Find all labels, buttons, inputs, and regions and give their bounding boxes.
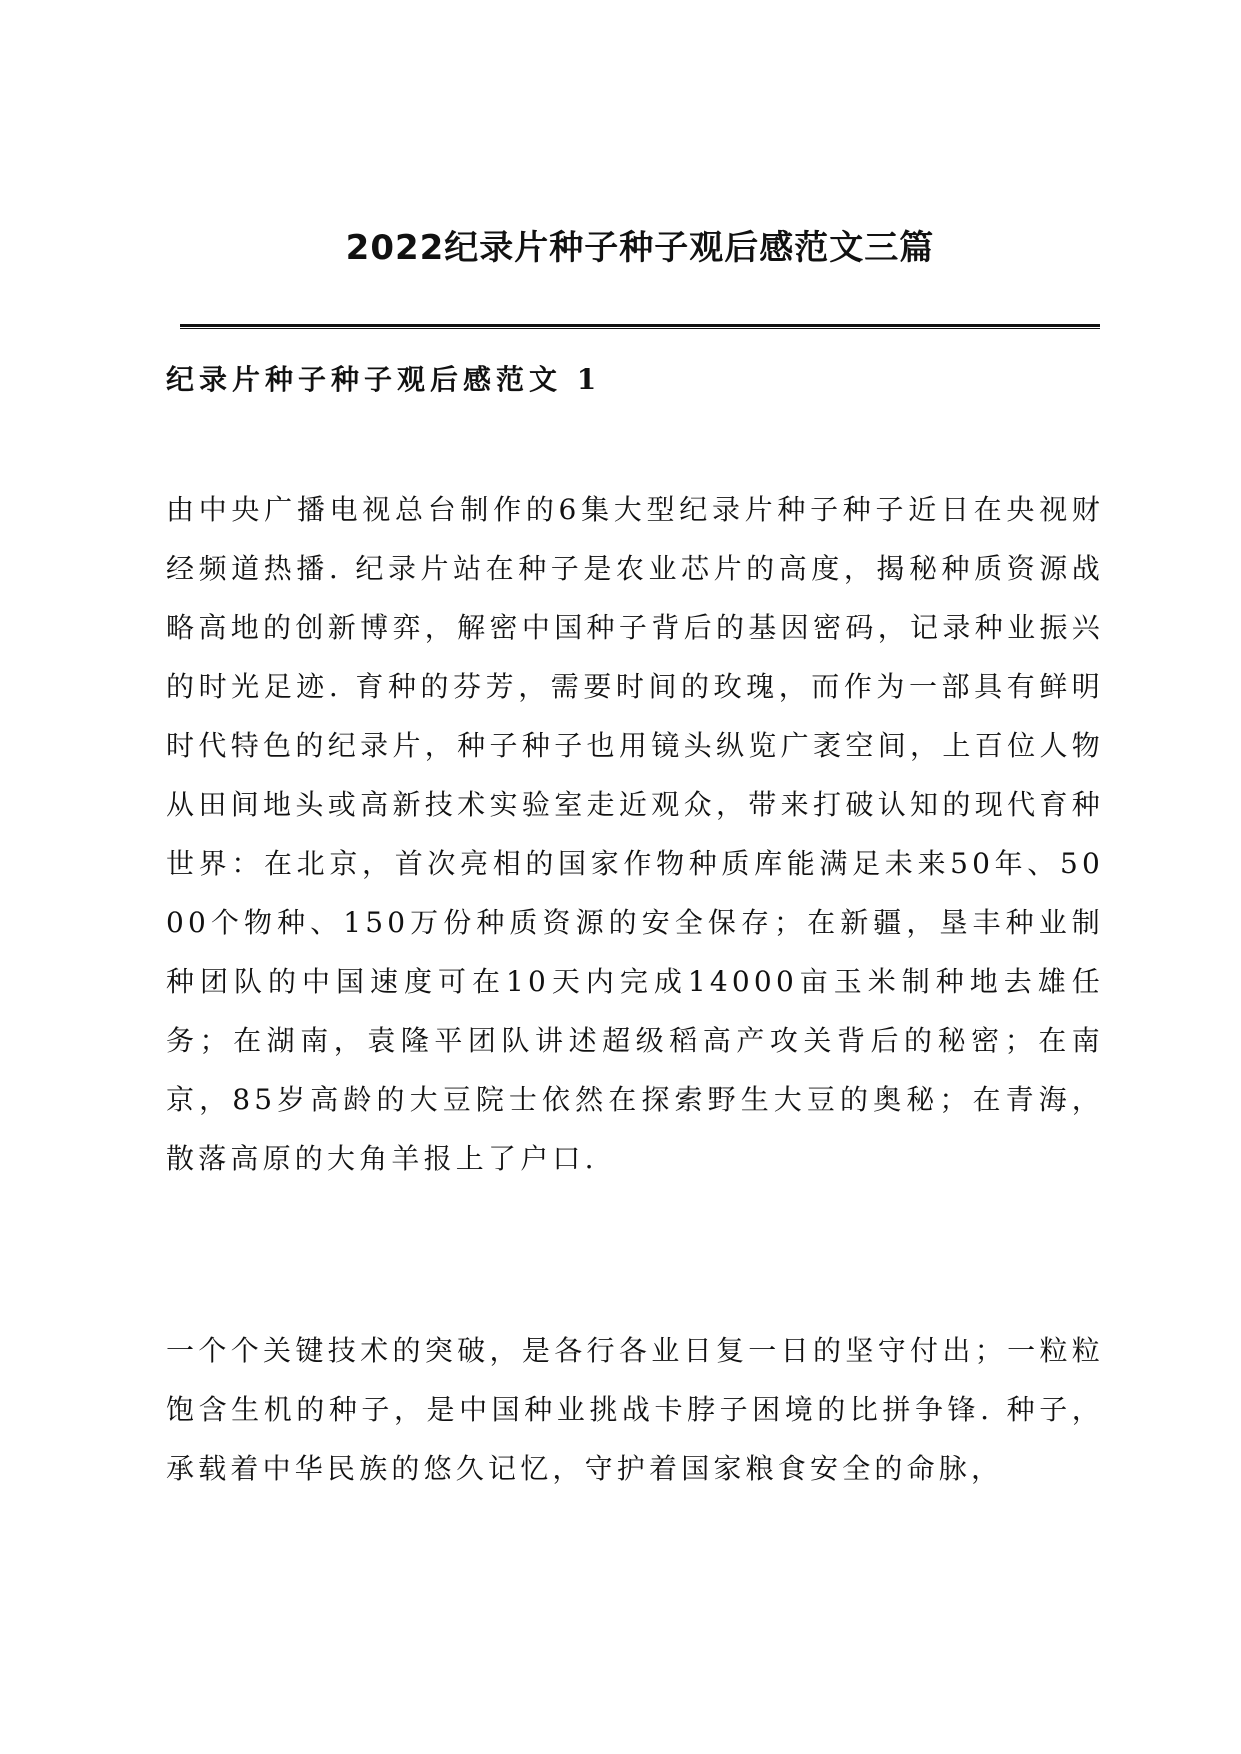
document-title: 2022纪录片种子种子观后感范文三篇	[345, 228, 935, 268]
section-heading: 纪录片种子种子观后感范文 1	[166, 363, 602, 396]
title-divider	[180, 324, 1100, 329]
body-paragraph-1: 由中央广播电视总台制作的6集大型纪录片种子种子近日在央视财经频道热播. 纪录片站在种子是农业芯片的高度，揭秘种质资源战略高地的创新博弈，解密中国种子背后的基因密码，记录种业振兴的时光足迹. 育种的芬芳，需要时间的玫瑰，而作为一部具有鲜明时代特色的纪录片，种子种子也用镜头纵览广袤空间，上百位人物从田间地头或高新技术实验室走近观众，带来打破认知的现代育种世界：在北京，首次亮相的国家作物种质库能满足未来50年、5000个物种、150万份种质资源的安全保存；在新疆，垦丰种业制种团队的中国速度可在10天内完成14000亩玉米制种地去雄任务；在湖南，袁隆平团队讲述超级稻高产攻关背后的秘密；在南京，85岁高龄的大豆院士依然在探索野生大豆的奥秘；在青海，散落高原的大角羊报上了户口.	[166, 493, 1104, 1175]
body-paragraph-2: 一个个关键技术的突破，是各行各业日复一日的坚守付出；一粒粒饱含生机的种子，是中国种业挑战卡脖子困境的比拼争锋. 种子，承载着中华民族的悠久记忆，守护着国家粮食安全的命脉，	[166, 1334, 1104, 1485]
